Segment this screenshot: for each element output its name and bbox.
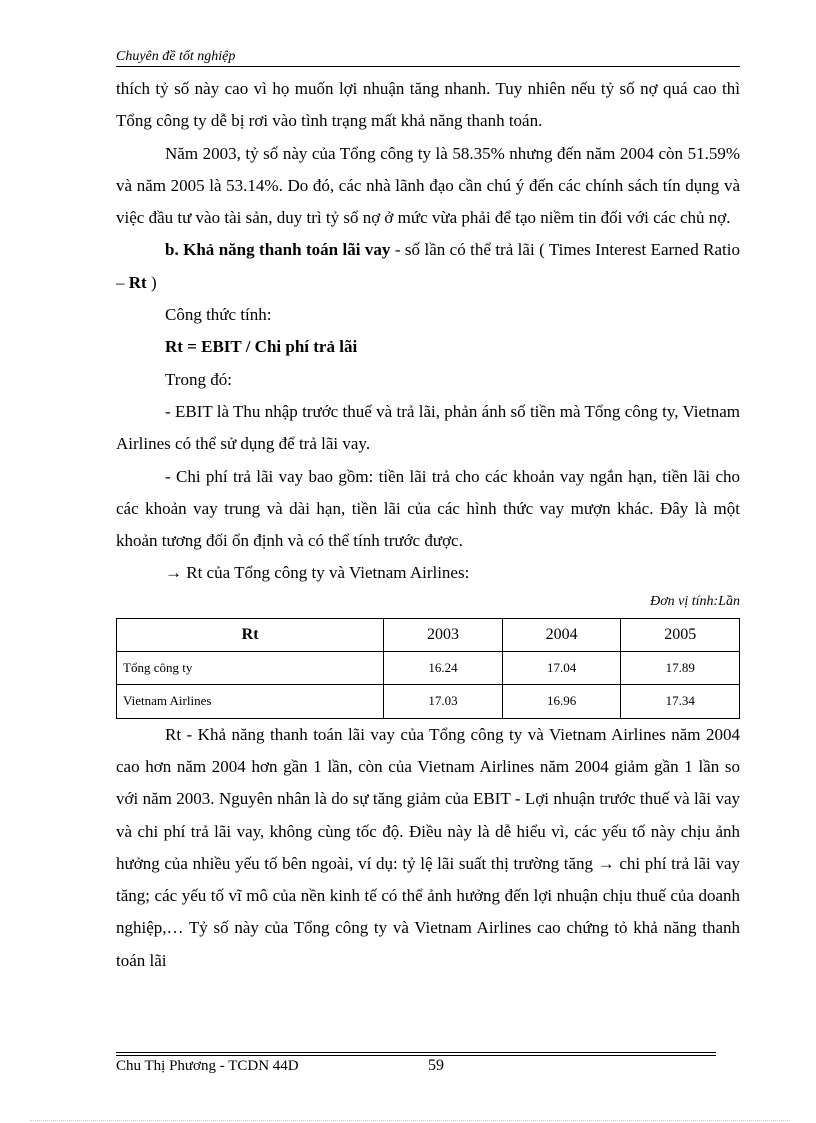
table-cell: 16.24 (384, 652, 503, 685)
interest-definition: - Chi phí trả lãi vay bao gồm: tiền lãi trả cho các khoản vay ngắn hạn, tiền lãi cho các khoản vay trung và dài hạn, tiền lãi của các hình thức vay mượn khác. Đây là một khoản tương đối ổn định và có thể tính trước được. (116, 466, 740, 551)
rt-table (116, 618, 740, 719)
table-cell: 17.03 (384, 685, 503, 718)
table-header-cell: 2003 (384, 618, 503, 651)
section-b-desc: - số lần có thể trả lãi ( Times Interest Earned Ratio – (116, 240, 740, 292)
unit-label: Đơn vị tính:Lần (650, 593, 740, 609)
table-header-cell: 2004 (502, 618, 621, 651)
footer-divider (116, 1052, 716, 1056)
page-number: 59 (428, 1057, 444, 1074)
paragraph-2: Năm 2003, tỷ số này của Tổng công ty là 58.35% nhưng đến năm 2004 còn 51.59% và năm 2005 là 53.14%. Do đó, các nhà lãnh đạo cần chú ý đến các chính sách tín dụng và việc đầu tư vào tài sản, duy trì tỷ số nợ ở mức vừa phải để tạo niềm tin đối với các chủ nợ. (116, 143, 740, 228)
table-header-cell: Rt (117, 618, 384, 651)
table-cell: 17.89 (621, 652, 740, 685)
formula-label: Công thức tính: (165, 305, 272, 325)
table-row (117, 685, 740, 718)
page-edge-divider (30, 1120, 790, 1121)
table-cell: Tổng công ty (117, 652, 384, 685)
where-label: Trong đó: (165, 369, 232, 389)
section-b-end: ) (146, 272, 157, 292)
footer-author: Chu Thị Phương - TCDN 44D (116, 1058, 299, 1074)
section-b-rt: Rt (128, 272, 147, 292)
analysis-paragraph: Rt - Khả năng thanh toán lãi vay của Tổng công ty và Vietnam Airlines năm 2004 cao hơn năm 2004 hơn gần 1 lần, còn của Vietnam Airlines năm 2004 giảm gần 1 lần so với năm 2003. Nguyên nhân là do sự tăng giảm của EBIT - Lợi nhuận trước thuế và lãi vay và chi phí trả lãi vay, không cùng tốc độ. Điều này là dễ hiểu vì, các yếu tố này chịu ảnh hưởng của nhiều yếu tố bên ngoài, ví dụ: tỷ lệ lãi suất thị trường tăng → chi phí trả lãi vay tăng; các yếu tố vĩ mô của nền kinh tế có thể ảnh hưởng đến lợi nhuận chịu thuế của doanh nghiệp,… Tỷ số này của Tổng công ty và Vietnam Airlines cao chứng tỏ khả năng thanh toán lãi (116, 724, 740, 970)
paragraph-1: thích tỷ số này cao vì họ muốn lợi nhuận tăng nhanh. Tuy nhiên nếu tỷ số nợ quá cao thì Tổng công ty dễ bị rơi vào tình trạng mất khả năng thanh toán. (116, 79, 740, 131)
formula: Rt = EBIT / Chi phí trả lãi (165, 337, 358, 357)
ebit-definition: - EBIT là Thu nhập trước thuế và trả lãi, phản ánh số tiền mà Tổng công ty, Vietnam Airlines có thể sử dụng để trả lãi vay. (116, 401, 740, 454)
table-cell: 17.34 (621, 685, 740, 718)
section-b-heading (116, 234, 740, 299)
table-row (117, 652, 740, 685)
section-b-title: b. Khả năng thanh toán lãi vay (165, 240, 391, 260)
document-body (116, 73, 740, 977)
arrow-line: → Rt của Tổng công ty và Vietnam Airlines: (165, 563, 470, 583)
table-header-cell: 2005 (621, 618, 740, 651)
table-header-row (117, 618, 740, 651)
table-cell: Vietnam Airlines (117, 685, 384, 718)
page-header: Chuyên đề tốt nghiệp (116, 48, 740, 67)
table-cell: 17.04 (502, 652, 621, 685)
table-cell: 16.96 (502, 685, 621, 718)
